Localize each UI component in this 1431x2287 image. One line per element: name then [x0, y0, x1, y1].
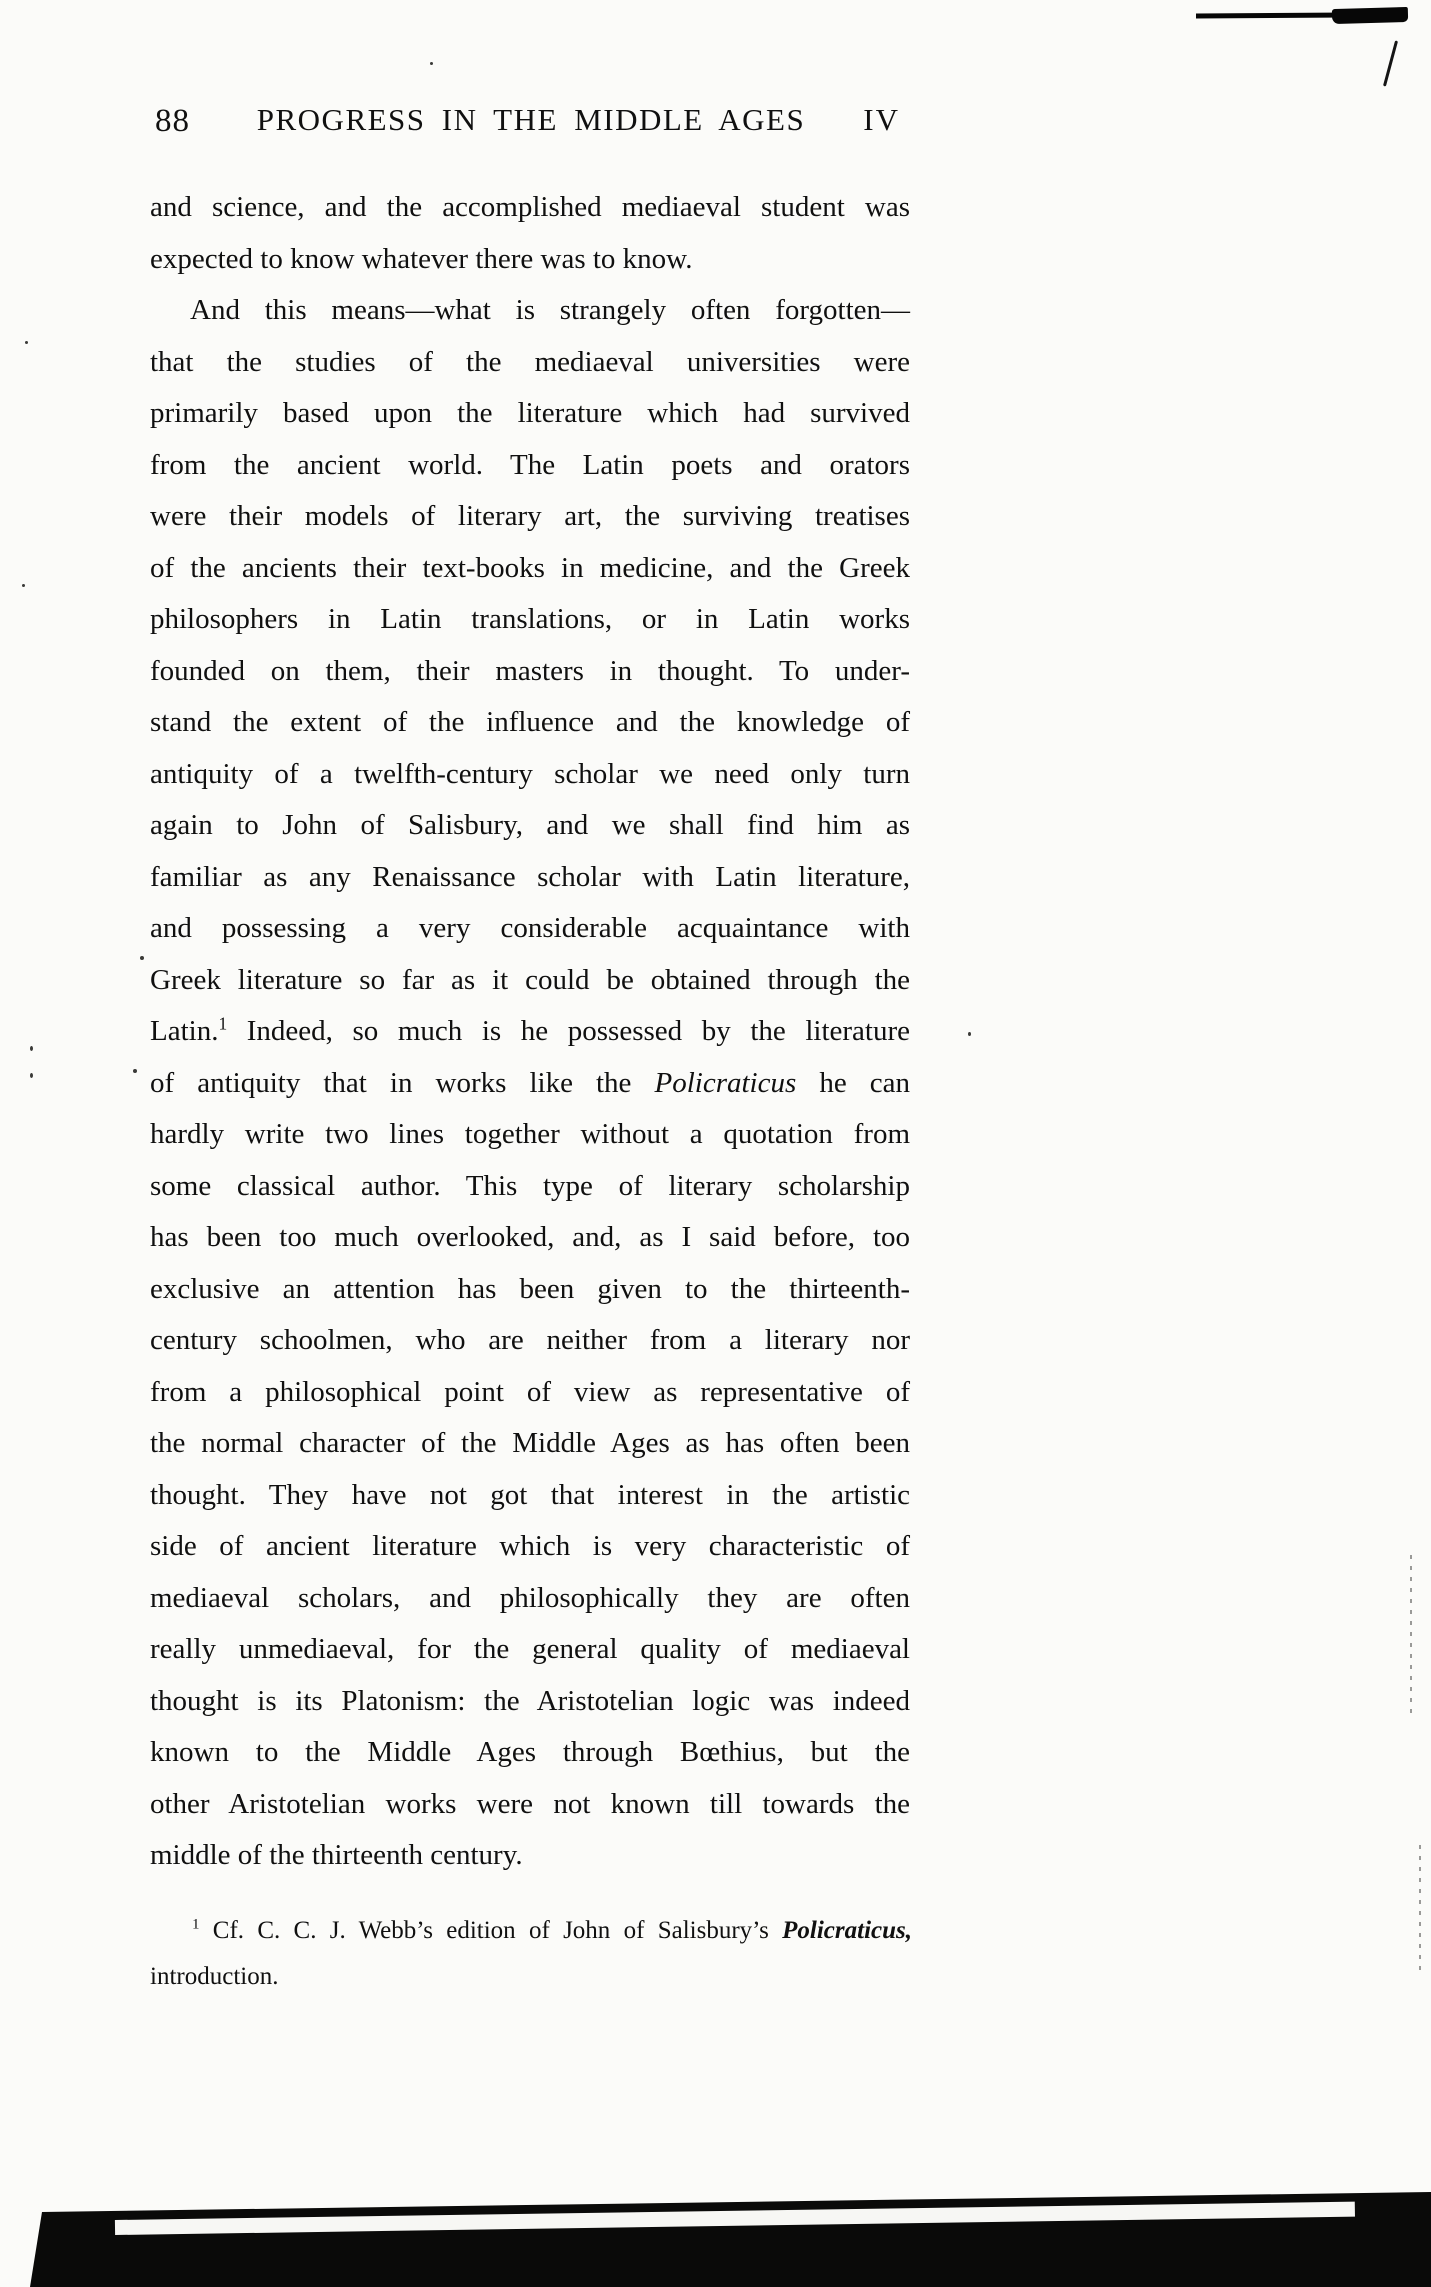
text-line: and science, and the accomplished mediaeval student was — [150, 191, 910, 223]
text-line: mediaeval scholars, and philosophically they are often — [150, 1581, 910, 1614]
footnote-line — [150, 1908, 912, 1954]
text-line: side of ancient literature which is very characteristic of — [150, 1530, 910, 1562]
page-number: 88 — [155, 103, 190, 139]
text-line: from the ancient world. The Latin poets and orators — [150, 448, 910, 481]
text-line: other Aristotelian works were not known till towards the — [150, 1787, 910, 1820]
text-line: thought. They have not got that interest in the artistic — [150, 1478, 910, 1511]
noise-speck — [140, 956, 144, 960]
footnote-line: introduction. — [150, 1963, 279, 1990]
text-line: century schoolmen, who are neither from a literary nor — [150, 1324, 910, 1356]
text-segment: Indeed, so much is he possessed by the literature — [227, 1015, 910, 1047]
pen-slash-artifact — [1383, 40, 1398, 86]
noise-speck — [430, 62, 433, 65]
text-line: some classical author. This type of literary scholarship — [150, 1169, 910, 1202]
text-line — [150, 1058, 910, 1110]
noise-speck — [22, 584, 25, 587]
text-line: expected to know whatever there was to know. — [150, 242, 693, 275]
text-segment: Latin. — [150, 1015, 219, 1047]
text-line: the normal character of the Middle Ages as has often been — [150, 1427, 910, 1459]
text-line: thought is its Platonism: the Aristotelian logic was indeed — [150, 1684, 910, 1717]
text-line: really unmediaeval, for the general quality of mediaeval — [150, 1633, 910, 1665]
noise-speck — [30, 1073, 33, 1078]
text-line: antiquity of a twelfth-century scholar we need only turn — [150, 757, 910, 790]
text-segment: of antiquity that in works like the — [150, 1066, 655, 1099]
noise-speck — [968, 1032, 971, 1036]
running-title: PROGRESS IN THE MIDDLE AGES — [256, 102, 806, 137]
scan-shadow — [0, 2187, 1431, 2287]
bottom-scan-shadow-band — [0, 2187, 1431, 2287]
footnote — [150, 1908, 912, 2000]
noise-speck — [133, 1069, 137, 1073]
footnote-text: Cf. C. C. J. Webb’s edition of John of Salisbury’s — [199, 1917, 783, 1944]
text-line: familiar as any Renaissance scholar with Latin literature, — [150, 860, 910, 893]
text-line: that the studies of the mediaeval universities were — [150, 345, 910, 378]
chapter-numeral: IV — [863, 102, 900, 137]
noise-speck — [30, 1046, 33, 1051]
text-line: founded on them, their masters in thought. To under- — [150, 654, 910, 687]
text-line: philosophers in Latin translations, or in Latin works — [150, 603, 910, 635]
ink-smear-artifact — [1196, 12, 1348, 18]
text-line: known to the Middle Ages through Bœthius, but the — [150, 1736, 910, 1768]
text-line: and possessing a very considerable acquaintance with — [150, 912, 910, 944]
text-line: again to John of Salisbury, and we shall find him as — [150, 809, 910, 841]
text-line: from a philosophical point of view as representative of — [150, 1375, 910, 1408]
footnote-number: 1 — [192, 1916, 200, 1933]
text-line: primarily based upon the literature which had survived — [150, 397, 910, 429]
text-line — [150, 1006, 910, 1058]
body-text — [150, 182, 910, 1882]
noise-dash-column — [1410, 1555, 1412, 1720]
text-line: of the ancients their text-books in medicine, and the Greek — [150, 551, 910, 584]
book-title-italic: Policraticus — [654, 1066, 797, 1099]
ink-smear-artifact — [1332, 7, 1408, 24]
noise-dash-column — [1419, 1845, 1421, 1970]
text-line: were their models of literary art, the surviving treatises — [150, 500, 910, 532]
text-line: Greek literature so far as it could be obtained through the — [150, 963, 910, 996]
text-line: has been too much overlooked, and, as I said before, too — [150, 1221, 910, 1253]
footnote-reference-marker: 1 — [218, 1013, 228, 1034]
noise-speck — [25, 341, 28, 344]
text-line: stand the extent of the influence and the knowledge of — [150, 706, 910, 738]
text-line: And this means—what is strangely often forgotten— — [190, 294, 910, 326]
text-line: exclusive an attention has been given to the thirteenth- — [150, 1272, 910, 1305]
book-title-italic: Policraticus, — [782, 1917, 912, 1944]
page-header — [150, 100, 912, 146]
text-line: middle of the thirteenth century. — [150, 1839, 523, 1871]
text-line: hardly write two lines together without a quotation from — [150, 1118, 910, 1150]
text-segment: he can — [796, 1066, 910, 1099]
